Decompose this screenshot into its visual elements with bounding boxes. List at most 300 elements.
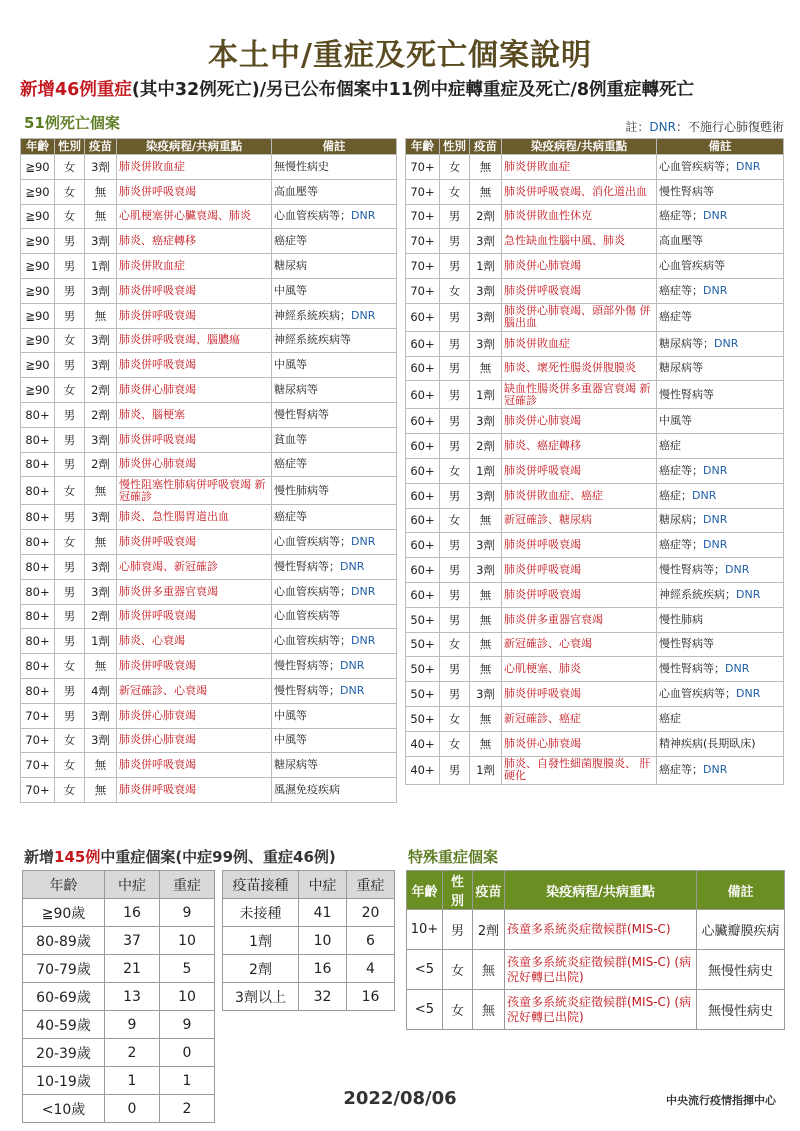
disease-cell: 肺炎併呼吸衰竭: [117, 179, 272, 204]
age-cell: 50+: [406, 682, 440, 707]
vaccine-cell: 3劑: [470, 229, 502, 254]
sex-cell: 女: [440, 632, 470, 657]
age-cell: ≧90: [21, 378, 55, 403]
table-row: [406, 731, 784, 756]
sex-cell: 男: [440, 533, 470, 558]
remark-text: 慢性腎病等；: [659, 563, 725, 577]
vaccine-cell: 2劑: [470, 434, 502, 459]
remark-cell: [657, 483, 784, 508]
remark-cell: [272, 353, 397, 378]
age-cell: 60+: [406, 582, 440, 607]
remark-text: 慢性肺病: [659, 612, 703, 626]
age-cell: 50+: [406, 706, 440, 731]
remark-cell: [272, 505, 397, 530]
table-row: [406, 254, 784, 279]
remark-cell: [272, 452, 397, 477]
death-table-left: [20, 138, 397, 803]
dnr-label: DNR: [703, 283, 728, 297]
remark-text: 糖尿病；: [659, 513, 703, 527]
table-row: [406, 229, 784, 254]
disease-cell: 肺炎併心肺衰竭: [502, 254, 657, 279]
table-row: [406, 756, 784, 784]
disease-cell: 肺炎併呼吸衰竭: [117, 278, 272, 303]
table-cell: 9: [105, 1011, 160, 1039]
age-cell: 80+: [21, 579, 55, 604]
table-row: [21, 778, 397, 803]
table-row: [406, 607, 784, 632]
vaccine-table-body: [223, 899, 395, 1011]
vaccine-cell: 無: [470, 632, 502, 657]
table-cell: 10: [299, 927, 347, 955]
table-row: [406, 179, 784, 204]
disease-cell: 肺炎、自發性細菌腹膜炎、 肝硬化: [502, 756, 657, 784]
age-cell: 80+: [21, 604, 55, 629]
sex-cell: 男: [55, 229, 85, 254]
header-cell: 性別: [443, 871, 473, 910]
table-row: [406, 278, 784, 303]
remark-cell: [657, 458, 784, 483]
table-row: [406, 356, 784, 381]
vaccine-cell: 無: [470, 179, 502, 204]
table-cell: 2: [160, 1095, 215, 1123]
remark-cell: [272, 155, 397, 180]
disease-cell: 新冠確診、心衰竭: [117, 678, 272, 703]
disease-cell: 肺炎、腦梗塞: [117, 402, 272, 427]
vaccine-cell: 無: [470, 508, 502, 533]
table-row: [21, 402, 397, 427]
vaccine-cell: 3劑: [470, 331, 502, 356]
disease-cell: 肺炎併心肺衰竭: [117, 452, 272, 477]
sex-cell: 女: [55, 530, 85, 555]
vaccine-cell: 3劑: [470, 278, 502, 303]
sex-cell: 男: [440, 409, 470, 434]
age-cell: ≧90: [21, 155, 55, 180]
remark-cell: [272, 753, 397, 778]
sex-cell: 男: [440, 229, 470, 254]
death-header-cell: 性別: [440, 139, 470, 155]
vaccine-table: [222, 870, 395, 1011]
age-cell: 60+: [406, 381, 440, 409]
sex-cell: 男: [440, 682, 470, 707]
remark-cell: [272, 654, 397, 679]
remark-cell: [657, 229, 784, 254]
death-header-cell: 年齡: [21, 139, 55, 155]
age-cell: ≧90: [21, 179, 55, 204]
vaccine-table-header: [223, 871, 395, 899]
dnr-label: DNR: [703, 463, 728, 477]
table-cell: 5: [160, 955, 215, 983]
age-cell: 80+: [21, 477, 55, 505]
age-cell: ≧90: [21, 254, 55, 279]
sex-cell: 男: [440, 303, 470, 331]
disease-cell: 肺炎併呼吸衰竭: [502, 682, 657, 707]
disease-cell: 心肌梗塞、肺炎: [502, 657, 657, 682]
disease-cell: 肺炎併心肺衰竭、頭部外傷 併腦出血: [502, 303, 657, 331]
table-cell: 80-89歲: [23, 927, 105, 955]
dnr-label: DNR: [351, 308, 376, 322]
disease-cell: 肺炎併呼吸衰竭: [502, 558, 657, 583]
disease-cell: 肺炎併呼吸衰竭、消化道出血: [502, 179, 657, 204]
remark-cell: [657, 682, 784, 707]
sex-cell: 男: [55, 554, 85, 579]
table-cell: 32: [299, 983, 347, 1011]
disease-cell: 肺炎併呼吸衰竭: [117, 654, 272, 679]
table-cell: 1: [105, 1067, 160, 1095]
table-cell: 心臟瓣膜疾病: [697, 910, 785, 950]
remark-text: 心血管疾病等: [274, 609, 340, 623]
sex-cell: 男: [440, 381, 470, 409]
age-cell: ≧90: [21, 328, 55, 353]
table-row: [21, 229, 397, 254]
table-row: [406, 155, 784, 180]
remark-text: 心血管疾病等；: [274, 584, 351, 598]
age-cell: 60+: [406, 356, 440, 381]
table-row: [21, 505, 397, 530]
dnr-label: DNR: [703, 538, 728, 552]
age-cell: 80+: [21, 427, 55, 452]
special-table-header: [407, 871, 785, 910]
disease-cell: 肺炎併呼吸衰竭: [117, 530, 272, 555]
remark-cell: [657, 278, 784, 303]
remark-text: 心血管疾病等；: [659, 687, 736, 701]
remark-cell: [657, 204, 784, 229]
disease-cell: 肺炎併呼吸衰竭: [117, 303, 272, 328]
table-cell: 0: [105, 1095, 160, 1123]
dnr-label: DNR: [725, 563, 750, 577]
remark-text: 癌症等: [274, 510, 307, 524]
disease-cell: 肺炎併呼吸衰竭: [502, 533, 657, 558]
table-cell: 無慢性病史: [697, 950, 785, 990]
vaccine-cell: 無: [85, 204, 117, 229]
remark-text: 癌症等: [274, 234, 307, 248]
disease-cell: 肺炎、癌症轉移: [117, 229, 272, 254]
remark-text: 癌症等: [274, 457, 307, 471]
remark-text: 慢性腎病等: [659, 184, 714, 198]
disease-cell: 孩童多系統炎症徵候群(MIS-C) (病況好轉已出院): [505, 950, 697, 990]
vaccine-cell: 無: [470, 731, 502, 756]
sex-cell: 女: [440, 706, 470, 731]
vaccine-cell: 無: [85, 753, 117, 778]
remark-text: 慢性腎病等；: [659, 662, 725, 676]
age-cell: 70+: [21, 778, 55, 803]
remark-text: 糖尿病等: [274, 383, 318, 397]
header-cell: 中症: [105, 871, 160, 899]
header-cell: 重症: [160, 871, 215, 899]
sex-cell: 男: [55, 452, 85, 477]
vaccine-cell: 3劑: [85, 427, 117, 452]
dnr-label: DNR: [692, 488, 717, 502]
remark-text: 慢性腎病等；: [274, 659, 340, 673]
vaccine-cell: 無: [85, 477, 117, 505]
table-cell: 20: [347, 899, 395, 927]
age-cell: ≧90: [21, 204, 55, 229]
remark-cell: [657, 331, 784, 356]
header-cell: 染疫病程/共病重點: [505, 871, 697, 910]
sex-cell: 女: [55, 728, 85, 753]
sex-cell: 女: [55, 155, 85, 180]
death-header-cell: 疫苗: [85, 139, 117, 155]
table-row: [21, 155, 397, 180]
vaccine-cell: 3劑: [470, 409, 502, 434]
table-cell: 1劑: [223, 927, 299, 955]
table-row: [406, 434, 784, 459]
table-cell: <10歲: [23, 1095, 105, 1123]
table-row: [21, 753, 397, 778]
sex-cell: 男: [55, 353, 85, 378]
table-row: [406, 409, 784, 434]
remark-cell: [272, 427, 397, 452]
table-row: [406, 381, 784, 409]
sex-cell: 女: [440, 278, 470, 303]
death-table-header: [21, 139, 397, 155]
vaccine-cell: 2劑: [85, 378, 117, 403]
death-table-header: [406, 139, 784, 155]
sex-cell: 男: [55, 678, 85, 703]
remark-cell: [272, 604, 397, 629]
note-suffix: ：不施行心肺復甦術: [675, 120, 784, 134]
table-cell: 女: [443, 950, 473, 990]
vaccine-cell: 無: [85, 303, 117, 328]
disease-cell: 慢性阻塞性肺病併呼吸衰竭 新冠確診: [117, 477, 272, 505]
table-cell: 9: [160, 1011, 215, 1039]
vaccine-cell: 3劑: [85, 703, 117, 728]
remark-text: 癌症等；: [659, 209, 703, 223]
table-cell: 1: [160, 1067, 215, 1095]
disease-cell: 新冠確診、癌症: [502, 706, 657, 731]
vaccine-cell: 無: [470, 155, 502, 180]
remark-cell: [272, 703, 397, 728]
footer-date: 2022/08/06: [343, 1088, 457, 1109]
death-header-cell: 年齡: [406, 139, 440, 155]
sex-cell: 女: [440, 458, 470, 483]
dnr-label: DNR: [703, 209, 728, 223]
table-cell: 6: [347, 927, 395, 955]
age-cell: 60+: [406, 458, 440, 483]
remark-text: 糖尿病: [274, 259, 307, 273]
sex-cell: 女: [55, 477, 85, 505]
sex-cell: 女: [440, 508, 470, 533]
vaccine-cell: 3劑: [85, 505, 117, 530]
disease-cell: 孩童多系統炎症徵候群(MIS-C) (病況好轉已出院): [505, 990, 697, 1030]
remark-cell: [657, 303, 784, 331]
sex-cell: 男: [440, 558, 470, 583]
table-cell: 21: [105, 955, 160, 983]
age-cell: 80+: [21, 654, 55, 679]
remark-cell: [657, 657, 784, 682]
age-cell: 60+: [406, 508, 440, 533]
table-row: [406, 706, 784, 731]
table-row: [21, 353, 397, 378]
age-cell: ≧90: [21, 303, 55, 328]
remark-cell: [272, 579, 397, 604]
remark-cell: [272, 530, 397, 555]
disease-cell: 急性缺血性腦中風、肺炎: [502, 229, 657, 254]
remark-cell: [657, 155, 784, 180]
table-cell: 2劑: [223, 955, 299, 983]
remark-cell: [657, 582, 784, 607]
remark-cell: [657, 607, 784, 632]
table-cell: 70-79歲: [23, 955, 105, 983]
note-dnr: DNR: [649, 120, 676, 134]
table-row: [21, 278, 397, 303]
sex-cell: 男: [440, 434, 470, 459]
sex-cell: 女: [55, 328, 85, 353]
remark-text: 中風等: [274, 708, 307, 722]
dnr-label: DNR: [351, 634, 376, 648]
disease-cell: 肺炎、癌症轉移: [502, 434, 657, 459]
severe-label-count: 145例: [54, 848, 101, 866]
disease-cell: 孩童多系統炎症徵候群(MIS-C): [505, 910, 697, 950]
age-cell: 70+: [406, 229, 440, 254]
sex-cell: 男: [440, 356, 470, 381]
vaccine-cell: 1劑: [470, 756, 502, 784]
subtitle: [20, 76, 790, 101]
table-cell: 無慢性病史: [697, 990, 785, 1030]
dnr-note: [625, 118, 784, 135]
footer-org: 中央流行疫情指揮中心: [666, 1094, 776, 1107]
sex-cell: 女: [55, 778, 85, 803]
vaccine-cell: 無: [470, 706, 502, 731]
header-cell: 年齡: [407, 871, 443, 910]
disease-cell: 肺炎併心肺衰竭: [502, 731, 657, 756]
note-prefix: 註：: [625, 120, 650, 134]
table-row: [23, 983, 215, 1011]
table-row: [21, 530, 397, 555]
disease-cell: 肺炎併敗血症: [117, 155, 272, 180]
table-cell: ≧90歲: [23, 899, 105, 927]
vaccine-cell: 2劑: [85, 604, 117, 629]
age-cell: 70+: [406, 179, 440, 204]
severe-section-label: [24, 846, 336, 867]
remark-cell: [272, 179, 397, 204]
death-header-cell: 性別: [55, 139, 85, 155]
vaccine-cell: 1劑: [470, 458, 502, 483]
disease-cell: 肺炎併心肺衰竭: [117, 728, 272, 753]
remark-text: 慢性腎病等: [659, 637, 714, 651]
table-cell: 37: [105, 927, 160, 955]
vaccine-cell: 無: [85, 530, 117, 555]
table-row: [223, 927, 395, 955]
table-cell: 2劑: [473, 910, 505, 950]
sex-cell: 男: [440, 756, 470, 784]
remark-cell: [272, 204, 397, 229]
table-cell: <5: [407, 990, 443, 1030]
table-row: [407, 990, 785, 1030]
dnr-label: DNR: [736, 687, 761, 701]
table-row: [406, 508, 784, 533]
disease-cell: 肺炎併多重器官衰竭: [117, 579, 272, 604]
table-row: [23, 899, 215, 927]
remark-text: 心血管疾病等；: [274, 634, 351, 648]
remark-cell: [272, 477, 397, 505]
header-cell: 疫苗: [473, 871, 505, 910]
age-cell: 80+: [21, 629, 55, 654]
header-cell: 備註: [697, 871, 785, 910]
vaccine-cell: 無: [85, 778, 117, 803]
age-cell: 80+: [21, 530, 55, 555]
remark-text: 癌症等；: [659, 538, 703, 552]
disease-cell: 缺血性腸炎併多重器官衰竭 新冠確診: [502, 381, 657, 409]
table-row: [21, 654, 397, 679]
age-cell: 70+: [21, 753, 55, 778]
header-cell: 年齡: [23, 871, 105, 899]
sex-cell: 男: [55, 604, 85, 629]
table-row: [21, 477, 397, 505]
disease-cell: 肺炎、壞死性腸炎併腹膜炎: [502, 356, 657, 381]
table-cell: 10: [160, 983, 215, 1011]
remark-text: 神經系統疾病；: [659, 587, 736, 601]
remark-cell: [657, 381, 784, 409]
table-row: [21, 678, 397, 703]
dnr-label: DNR: [351, 584, 376, 598]
table-cell: 20-39歲: [23, 1039, 105, 1067]
disease-cell: 肺炎併敗血症: [502, 155, 657, 180]
age-cell: ≧90: [21, 353, 55, 378]
table-row: [21, 452, 397, 477]
age-cell: 60+: [406, 409, 440, 434]
age-cell: 70+: [406, 204, 440, 229]
vaccine-cell: 3劑: [470, 558, 502, 583]
age-table-header: [23, 871, 215, 899]
table-row: [223, 899, 395, 927]
vaccine-cell: 3劑: [85, 728, 117, 753]
dnr-label: DNR: [351, 209, 376, 223]
table-row: [21, 378, 397, 403]
dnr-label: DNR: [340, 659, 365, 673]
vaccine-cell: 無: [470, 582, 502, 607]
table-cell: 9: [160, 899, 215, 927]
table-cell: 3劑以上: [223, 983, 299, 1011]
disease-cell: 肺炎併呼吸衰竭: [117, 604, 272, 629]
age-cell: 70+: [406, 254, 440, 279]
age-cell: 70+: [21, 728, 55, 753]
death-header-cell: 染疫病程/共病重點: [117, 139, 272, 155]
remark-text: 癌症: [659, 711, 681, 725]
remark-text: 癌症；: [659, 488, 692, 502]
remark-text: 心血管疾病等；: [659, 159, 736, 173]
dnr-label: DNR: [340, 559, 365, 573]
age-cell: 60+: [406, 331, 440, 356]
remark-text: 慢性腎病等: [659, 387, 714, 401]
age-cell: 70+: [406, 278, 440, 303]
disease-cell: 肺炎併敗血症: [502, 331, 657, 356]
death-table-right: [405, 138, 784, 785]
table-cell: 16: [299, 955, 347, 983]
special-table: [406, 870, 785, 1030]
remark-cell: [272, 278, 397, 303]
table-row: [406, 303, 784, 331]
sex-cell: 男: [55, 402, 85, 427]
remark-cell: [272, 229, 397, 254]
vaccine-cell: 3劑: [85, 353, 117, 378]
sex-cell: 男: [55, 629, 85, 654]
table-cell: 41: [299, 899, 347, 927]
age-cell: 60+: [406, 483, 440, 508]
age-cell: 40+: [406, 731, 440, 756]
dnr-label: DNR: [703, 763, 728, 777]
disease-cell: 肺炎併心肺衰竭: [502, 409, 657, 434]
death-header-cell: 染疫病程/共病重點: [502, 139, 657, 155]
table-cell: 無: [473, 950, 505, 990]
table-row: [406, 582, 784, 607]
vaccine-cell: 3劑: [85, 229, 117, 254]
sex-cell: 男: [440, 483, 470, 508]
sex-cell: 男: [55, 505, 85, 530]
vaccine-cell: 3劑: [470, 303, 502, 331]
table-row: [21, 604, 397, 629]
age-cell: 70+: [406, 155, 440, 180]
vaccine-cell: 無: [470, 607, 502, 632]
